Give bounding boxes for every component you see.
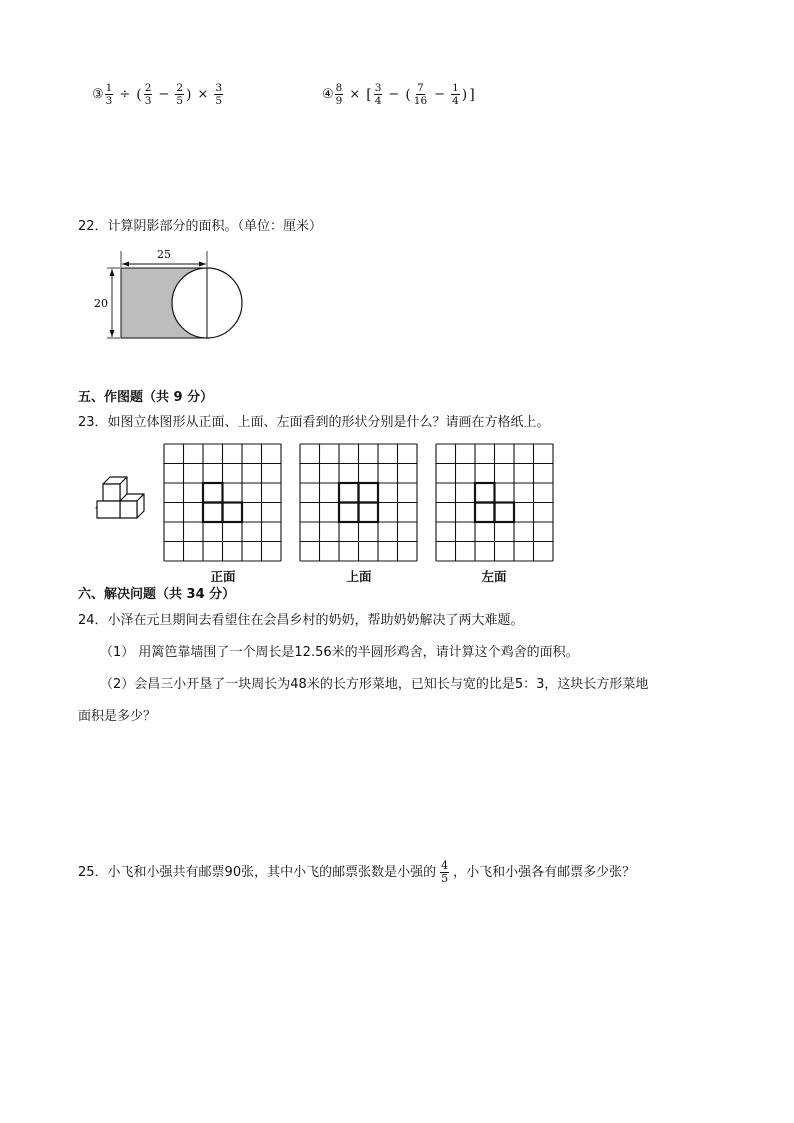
fraction: $\frac{7}{16}$: [413, 82, 428, 107]
grid-top-view: [299, 443, 419, 563]
highlighted-grid-cell: [203, 503, 223, 523]
fraction: $\frac{1}{3}$: [105, 82, 113, 107]
question-25-text-b: ，小飞和小强各有邮票多少张？: [453, 864, 636, 880]
fraction: $\frac{2}{5}$: [176, 82, 183, 107]
question-25-text-a: 25．小飞和小强共有邮票90张，其中小飞的邮票张数是小强的: [78, 864, 437, 880]
fraction: $\frac{4}{5}$: [441, 859, 449, 885]
highlighted-grid-cell: [495, 503, 515, 523]
question-24-part-1: （1） 用篱笆靠墙围了一个周长是12.56米的半圆形鸡舍，请计算这个鸡舍的面积。: [100, 645, 579, 660]
fraction: $\frac{1}{4}$: [452, 82, 459, 107]
expression-number: ④: [322, 87, 334, 102]
divide-sign: ÷: [119, 87, 131, 102]
left-paren: (: [405, 86, 411, 103]
section-5-title: 五、作图题（共 9 分）: [78, 390, 214, 405]
right-paren: ): [461, 86, 468, 103]
question-24-part-2-cont: 面积是多少？: [78, 709, 157, 724]
times-sign: ×: [197, 87, 209, 102]
times-sign: ×: [349, 87, 361, 102]
caption-top-view: 上面: [346, 569, 372, 584]
highlighted-grid-cell: [339, 483, 359, 503]
highlighted-grid-cell: [359, 483, 379, 503]
left-bracket: [: [366, 86, 372, 103]
question-23: 23．如图立体图形从正面、上面、左面看到的形状分别是什么？请画在方格纸上。: [78, 415, 550, 430]
cube-solid-figure: [94, 474, 154, 530]
question-25: [78, 860, 635, 885]
minus-sign: −: [388, 87, 400, 102]
highlighted-grid-cell: [223, 503, 243, 523]
minus-sign: −: [434, 87, 446, 102]
fraction: $\frac{2}{3}$: [144, 82, 152, 107]
right-bracket: ]: [469, 86, 475, 103]
left-paren: (: [136, 86, 142, 103]
fraction: $\frac{3}{4}$: [374, 82, 382, 107]
highlighted-grid-cell: [339, 503, 359, 523]
minus-sign: −: [158, 87, 170, 102]
highlighted-grid-cell: [359, 503, 379, 523]
height-label: 20: [94, 297, 108, 310]
section-6-title: 六、解决问题（共 34 分）: [78, 587, 236, 602]
expression-number: ③: [92, 87, 104, 102]
grid-left-view: [435, 443, 555, 563]
highlighted-grid-cell: [475, 503, 495, 523]
highlighted-grid-cell: [203, 483, 223, 503]
right-paren: ): [186, 86, 192, 103]
shaded-area-figure: [88, 243, 258, 348]
highlighted-grid-cell: [475, 483, 495, 503]
fraction: $\frac{8}{9}$: [335, 82, 343, 107]
question-24-part-2: （2）会昌三小开垦了一块周长为48米的长方形菜地，已知长与宽的比是5：3，这块长方形菜地: [100, 677, 649, 692]
width-label: 25: [157, 248, 171, 261]
grid-front-view: [163, 443, 283, 563]
fraction: $\frac{3}{5}$: [215, 82, 223, 107]
question-24: 24．小泽在元旦期间去看望住在会昌乡村的奶奶，帮助奶奶解决了两大难题。: [78, 613, 524, 628]
question-22: 22．计算阴影部分的面积。（单位：厘米）: [78, 219, 323, 234]
caption-front-view: 正面: [210, 569, 236, 584]
expression-3: [92, 82, 224, 107]
caption-left-view: 左面: [481, 569, 507, 584]
expression-4: [322, 82, 476, 107]
